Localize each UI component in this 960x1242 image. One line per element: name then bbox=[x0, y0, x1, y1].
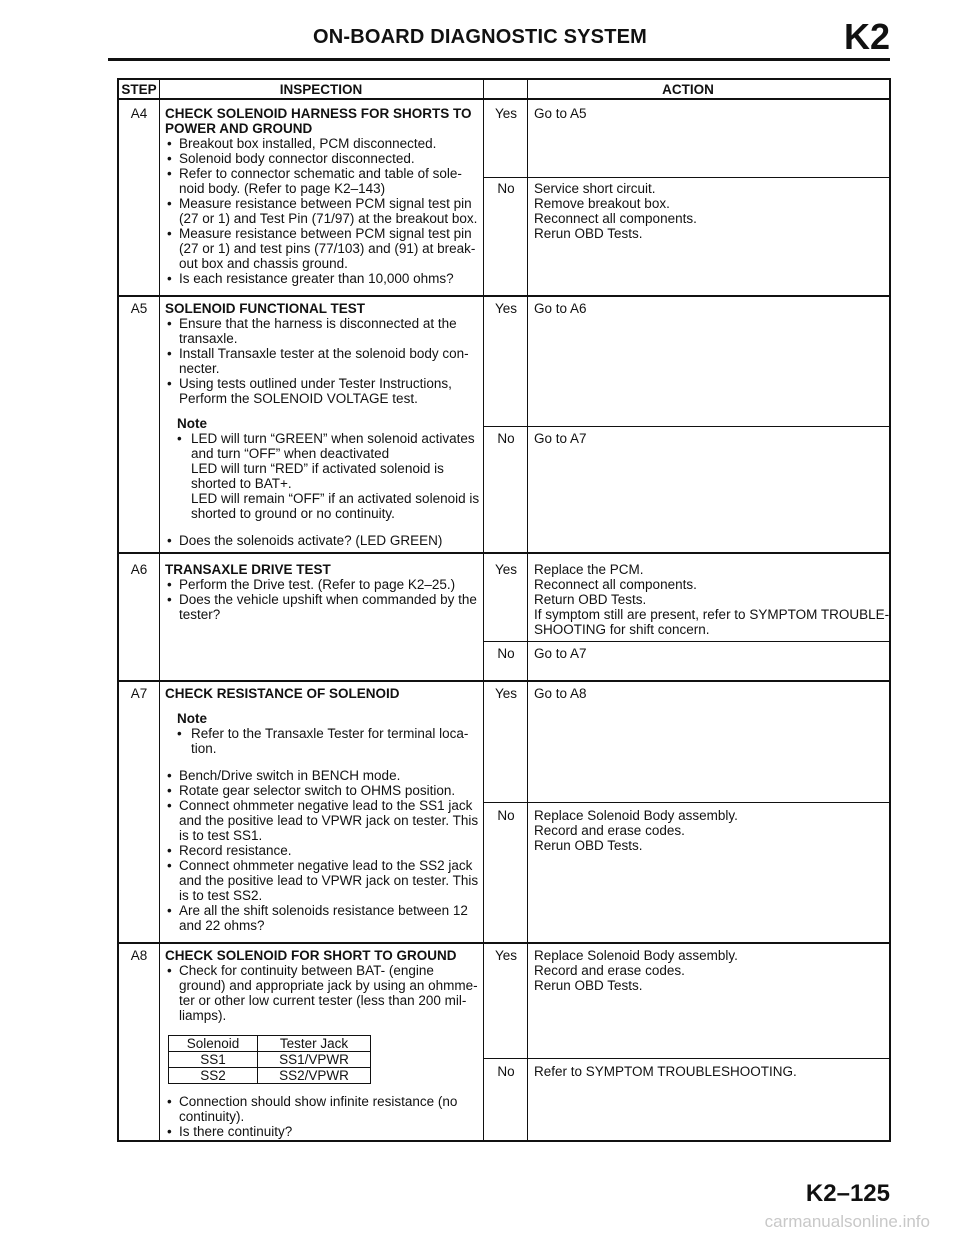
diagnostic-table bbox=[117, 78, 891, 1142]
action-line: Replace Solenoid Body assembly. bbox=[534, 808, 738, 823]
action-line: Go to A5 bbox=[534, 106, 587, 121]
step-id: A8 bbox=[130, 948, 148, 963]
no-label: No bbox=[497, 181, 515, 196]
row-divider bbox=[119, 680, 889, 682]
action-line: Refer to SYMPTOM TROUBLESHOOTING. bbox=[534, 1064, 797, 1079]
no-label: No bbox=[497, 431, 515, 446]
row-divider bbox=[119, 295, 889, 297]
subtable-cell: SS1 bbox=[169, 1052, 258, 1068]
bullet: • Solenoid body connector disconnected. bbox=[165, 151, 481, 166]
bullet: • Measure resistance between PCM signal test pin (27 or 1) and Test Pin (71/97) at the breakout box. bbox=[165, 196, 481, 226]
no-action bbox=[534, 646, 886, 661]
action-line: Replace Solenoid Body assembly. bbox=[534, 948, 738, 963]
action-line: Service short circuit. bbox=[534, 181, 656, 196]
action-line: Reconnect all components. bbox=[534, 211, 697, 226]
subtable-header: Solenoid bbox=[169, 1036, 258, 1052]
bullet: • Check for continuity between BAT- (engine ground) and appropriate jack by using an ohmme-ter or other low current tester (less than 200 mil-liamps). bbox=[165, 963, 481, 1023]
note-line: • LED will turn “GREEN” when solenoid activates and turn “OFF” when deactivated bbox=[165, 431, 481, 461]
section-code: K2 bbox=[843, 16, 890, 57]
yn-divider bbox=[483, 426, 889, 427]
yes-action bbox=[534, 301, 886, 316]
no-action bbox=[534, 431, 886, 446]
bullet: • Ensure that the harness is disconnected at the transaxle. bbox=[165, 316, 481, 346]
bullet: • Install Transaxle tester at the solenoid body con-necter. bbox=[165, 346, 481, 376]
step-title: CHECK SOLENOID HARNESS FOR SHORTS TO POWER AND GROUND bbox=[165, 106, 472, 136]
action-line: Go to A7 bbox=[534, 431, 587, 446]
bullet: • Is each resistance greater than 10,000 ohms? bbox=[165, 271, 481, 286]
header-step: STEP bbox=[121, 82, 157, 97]
row-divider bbox=[119, 552, 889, 554]
yes-label: Yes bbox=[494, 562, 518, 577]
action-line: Reconnect all components. bbox=[534, 577, 697, 592]
action-line: Replace the PCM. bbox=[534, 562, 644, 577]
col-divider bbox=[483, 80, 484, 1140]
note-label: Note bbox=[177, 416, 207, 431]
inspection-a5 bbox=[165, 301, 481, 548]
subtable-header: Tester Jack bbox=[258, 1036, 371, 1052]
action-line: Go to A6 bbox=[534, 301, 587, 316]
bullet: • Are all the shift solenoids resistance between 12 and 22 ohms? bbox=[165, 903, 481, 933]
no-action bbox=[534, 181, 886, 241]
header-rule bbox=[108, 58, 890, 61]
subtable-cell: SS1/VPWR bbox=[258, 1052, 371, 1068]
header-inspection: INSPECTION bbox=[279, 82, 363, 97]
action-line: Record and erase codes. bbox=[534, 823, 685, 838]
yes-action bbox=[534, 106, 886, 121]
col-divider bbox=[527, 80, 528, 1140]
yes-label: Yes bbox=[494, 301, 518, 316]
step-id: A4 bbox=[130, 106, 148, 121]
bullet: • Is there continuity? bbox=[165, 1124, 481, 1139]
action-line: Remove breakout box. bbox=[534, 196, 670, 211]
action-line: Go to A8 bbox=[534, 686, 587, 701]
step-title: SOLENOID FUNCTIONAL TEST bbox=[165, 301, 366, 316]
yn-divider bbox=[483, 802, 889, 803]
action-line: If symptom still are present, refer to SYMPTOM TROUBLE- bbox=[534, 607, 890, 622]
subtable-cell: SS2/VPWR bbox=[258, 1068, 371, 1084]
page-title: ON-BOARD DIAGNOSTIC SYSTEM bbox=[312, 26, 648, 48]
action-line: Return OBD Tests. bbox=[534, 592, 647, 607]
bullet: • Connect ohmmeter negative lead to the SS2 jack and the positive lead to VPWR jack on tester. This is to test SS2. bbox=[165, 858, 481, 903]
inspection-a8-after bbox=[165, 1094, 481, 1139]
action-line: Rerun OBD Tests. bbox=[534, 978, 643, 993]
yes-label: Yes bbox=[494, 686, 518, 701]
no-label: No bbox=[497, 808, 515, 823]
step-title: TRANSAXLE DRIVE TEST bbox=[165, 562, 331, 577]
step-title: CHECK SOLENOID FOR SHORT TO GROUND bbox=[165, 948, 457, 963]
action-line: Record and erase codes. bbox=[534, 963, 685, 978]
yn-divider bbox=[483, 641, 889, 642]
note-line: LED will turn “RED” if activated solenoid is shorted to BAT+. bbox=[191, 461, 444, 491]
row-divider bbox=[119, 98, 889, 100]
inspection-a7 bbox=[165, 686, 481, 933]
action-line: Rerun OBD Tests. bbox=[534, 226, 643, 241]
action-line: SHOOTING for shift concern. bbox=[534, 622, 710, 637]
no-label: No bbox=[497, 646, 515, 661]
no-action bbox=[534, 1064, 886, 1079]
yes-label: Yes bbox=[494, 948, 518, 963]
watermark: carmanualsonline.info bbox=[764, 1212, 930, 1231]
bullet: • Perform the Drive test. (Refer to page K2–25.) bbox=[165, 577, 481, 592]
yn-divider bbox=[483, 1058, 889, 1059]
yes-label: Yes bbox=[494, 106, 518, 121]
bullet: • Rotate gear selector switch to OHMS position. bbox=[165, 783, 481, 798]
inspection-a8 bbox=[165, 948, 481, 1023]
bullet: • Record resistance. bbox=[165, 843, 481, 858]
step-id: A6 bbox=[130, 562, 148, 577]
yn-divider bbox=[483, 177, 889, 178]
note-line: LED will remain “OFF” if an activated solenoid is shorted to ground or no continuity. bbox=[191, 491, 480, 521]
step-title: CHECK RESISTANCE OF SOLENOID bbox=[165, 686, 400, 701]
step-id: A7 bbox=[130, 686, 148, 701]
bullet: • Bench/Drive switch in BENCH mode. bbox=[165, 768, 481, 783]
bullet: • Refer to connector schematic and table of sole-noid body. (Refer to page K2–143) bbox=[165, 166, 481, 196]
bullet: • Does the vehicle upshift when commanded by the tester? bbox=[165, 592, 481, 622]
no-label: No bbox=[497, 1064, 515, 1079]
header-action: ACTION bbox=[662, 82, 714, 97]
solenoid-jack-table bbox=[168, 1035, 371, 1084]
page-number: K2–125 bbox=[805, 1180, 890, 1207]
no-action bbox=[534, 808, 886, 853]
bullet: • Connect ohmmeter negative lead to the SS1 jack and the positive lead to VPWR jack on tester. This is to test SS1. bbox=[165, 798, 481, 843]
bullet: • Breakout box installed, PCM disconnected. bbox=[165, 136, 481, 151]
yes-action bbox=[534, 686, 886, 701]
inspection-a4 bbox=[165, 106, 481, 286]
question: • Does the solenoids activate? (LED GREEN) bbox=[165, 533, 481, 548]
row-divider bbox=[119, 942, 889, 944]
step-id: A5 bbox=[130, 301, 148, 316]
inspection-a6 bbox=[165, 562, 481, 622]
col-divider bbox=[159, 80, 160, 1140]
subtable-cell: SS2 bbox=[169, 1068, 258, 1084]
note-line: • Refer to the Transaxle Tester for terminal loca-tion. bbox=[165, 726, 481, 756]
bullet: • Connection should show infinite resistance (no continuity). bbox=[165, 1094, 481, 1124]
bullet: • Measure resistance between PCM signal test pin (27 or 1) and test pins (77/103) and (91) at break-out box and chassis ground. bbox=[165, 226, 481, 271]
note-label: Note bbox=[177, 711, 207, 726]
bullet: • Using tests outlined under Tester Instructions, Perform the SOLENOID VOLTAGE test. bbox=[165, 376, 481, 406]
yes-action bbox=[534, 948, 886, 993]
yes-action bbox=[534, 562, 890, 637]
action-line: Rerun OBD Tests. bbox=[534, 838, 643, 853]
action-line: Go to A7 bbox=[534, 646, 587, 661]
